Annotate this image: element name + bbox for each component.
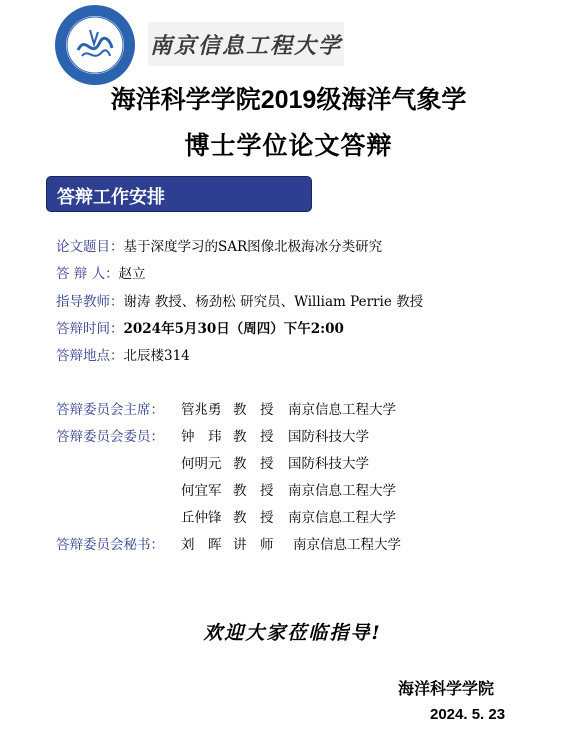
university-script-logo <box>148 22 344 66</box>
footer-date: 2024. 5. 23 <box>430 706 506 723</box>
committee-member-row <box>181 509 396 527</box>
member-title: 教 授 <box>233 510 274 526</box>
title-prefix: 海洋科学学院 <box>110 85 261 114</box>
committee-secretary-row <box>181 536 401 554</box>
advisor-row <box>56 293 423 311</box>
chair-name: 管兆勇 <box>181 402 222 418</box>
secretary-name: 刘 晖 <box>181 537 222 553</box>
section-heading-box <box>46 176 312 212</box>
committee-member-row <box>181 428 369 446</box>
advisor-value: 谢涛 教授、杨劲松 研究员、William Perrie 教授 <box>123 294 424 310</box>
defender-label: 答 辩 人： <box>56 266 119 282</box>
committee-chair-label: 答辩委员会主席： <box>56 402 164 418</box>
member-name: 钟 玮 <box>181 429 222 445</box>
member-title: 教 授 <box>233 483 274 499</box>
member-name: 何宜军 <box>181 483 222 499</box>
section-heading: 答辩工作安排 <box>57 187 165 208</box>
time-row <box>56 320 344 338</box>
chair-title: 教 授 <box>233 402 274 418</box>
member-org: 国防科技大学 <box>288 429 369 445</box>
member-title: 教 授 <box>233 456 274 472</box>
defender-row <box>56 265 146 283</box>
page-title-line1 <box>0 84 577 116</box>
secretary-org: 南京信息工程大学 <box>293 537 401 553</box>
chair-org: 南京信息工程大学 <box>288 402 396 418</box>
member-name: 丘仲锋 <box>181 510 222 526</box>
school-seal-logo <box>54 4 136 86</box>
member-org: 南京信息工程大学 <box>288 510 396 526</box>
script-logo-text: 南京信息工程大学 <box>149 32 342 59</box>
advisor-label: 指导教师： <box>56 294 124 310</box>
time-value: 2024年5月30日（周四）下午2:00 <box>123 321 344 337</box>
place-row <box>56 347 190 365</box>
defender-value: 赵立 <box>118 266 146 282</box>
footer-organization: 海洋科学学院 <box>398 679 495 698</box>
committee-member-row <box>181 482 396 500</box>
place-value: 北辰楼314 <box>123 348 190 364</box>
committee-chair-row <box>181 401 396 419</box>
member-org: 国防科技大学 <box>288 456 369 472</box>
committee-member-row <box>181 455 369 473</box>
member-org: 南京信息工程大学 <box>288 483 396 499</box>
page-title-line2: 博士学位论文答辩 <box>184 131 393 160</box>
title-suffix: 级海洋气象学 <box>316 85 467 114</box>
topic-label: 论文题目： <box>56 239 124 255</box>
title-year: 2019 <box>260 86 317 114</box>
place-label: 答辩地点： <box>56 348 124 364</box>
committee-members-label: 答辩委员会委员： <box>56 429 164 445</box>
member-title: 教 授 <box>233 429 274 445</box>
committee-secretary-label: 答辩委员会秘书： <box>56 537 164 553</box>
topic-row <box>56 238 382 256</box>
member-name: 何明元 <box>181 456 222 472</box>
topic-value: 基于深度学习的SAR图像北极海冰分类研究 <box>123 239 383 255</box>
secretary-title: 讲 师 <box>233 537 274 553</box>
time-label: 答辩时间： <box>56 321 124 337</box>
welcome-message: 欢迎大家莅临指导! <box>203 622 382 644</box>
